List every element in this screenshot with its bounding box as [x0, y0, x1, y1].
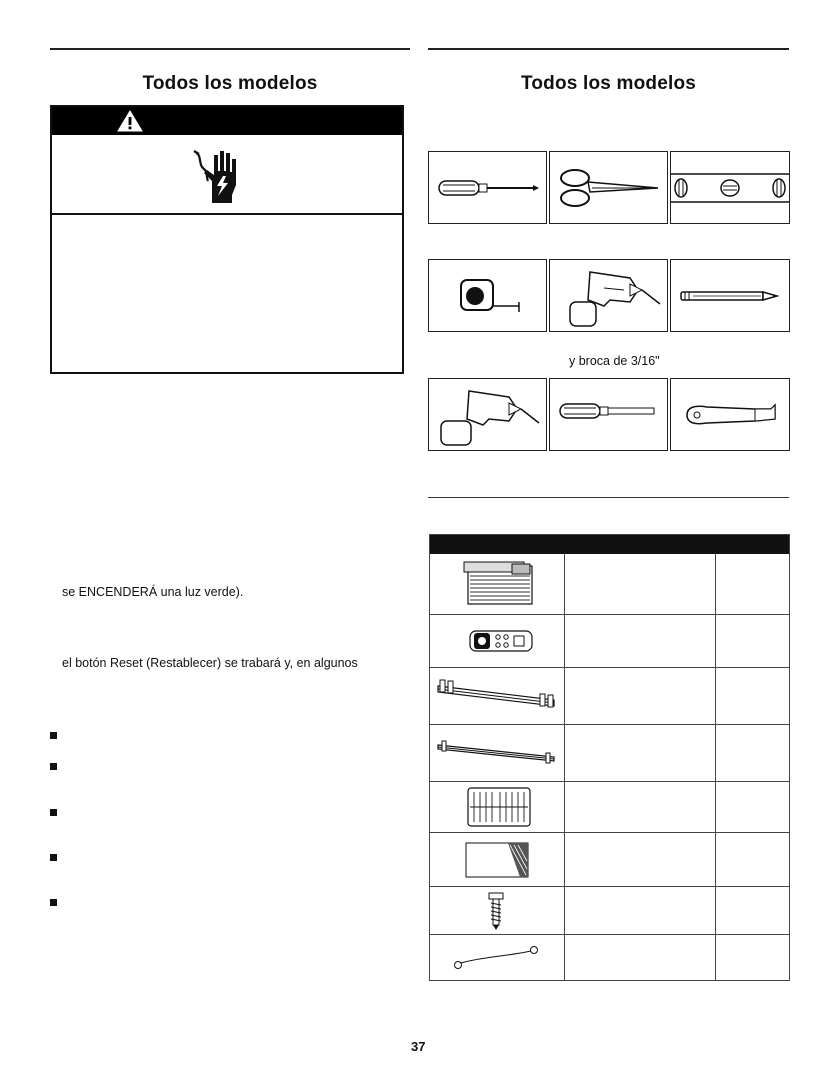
- cord-icon: [452, 945, 542, 971]
- left-line-1: se ENCENDERÁ una luz verde).: [62, 585, 244, 599]
- screwdriver-icon: [428, 151, 547, 224]
- left-top-rule: [50, 48, 410, 50]
- warning-header-bar: [52, 107, 402, 135]
- scissors-icon: [549, 151, 668, 224]
- level-icon: [670, 151, 790, 224]
- table-row: [430, 934, 789, 981]
- bullet-4: [50, 854, 57, 861]
- parts-table-header: [430, 535, 789, 554]
- parts-table: [429, 534, 790, 981]
- bullet-1: [50, 732, 57, 739]
- left-line-2: el botón Reset (Restablecer) se trabará y, en algunos: [62, 656, 358, 670]
- pencil-icon: [670, 259, 790, 332]
- electric-shock-hand-icon: [190, 145, 250, 207]
- drill-bit-note: y broca de 3/16": [569, 354, 660, 368]
- screw-icon: [486, 891, 506, 931]
- air-conditioner-icon: [460, 560, 540, 608]
- table-row: [430, 724, 789, 782]
- bullet-3: [50, 809, 57, 816]
- foam-seal-icon: [464, 839, 530, 881]
- bullet-5: [50, 899, 57, 906]
- bottom-channel-icon: [434, 739, 558, 769]
- right-top-rule: [428, 48, 789, 50]
- power-drill-icon: [428, 378, 547, 451]
- left-heading: Todos los modelos: [142, 73, 318, 94]
- top-channel-icon: [434, 678, 558, 712]
- table-row: [430, 667, 789, 725]
- warning-triangle-icon: [116, 109, 144, 133]
- phillips-screwdriver-icon: [549, 378, 668, 451]
- table-row: [430, 781, 789, 833]
- table-row: [430, 554, 789, 614]
- drill-icon: [549, 259, 668, 332]
- tape-measure-icon: [428, 259, 547, 332]
- table-row: [430, 832, 789, 887]
- right-mid-rule: [428, 497, 789, 498]
- table-row: [430, 886, 789, 935]
- table-row: [430, 614, 789, 668]
- remote-control-icon: [466, 627, 536, 655]
- utility-knife-icon: [670, 378, 790, 451]
- right-heading: Todos los modelos: [520, 73, 697, 94]
- bullet-2: [50, 763, 57, 770]
- page-number: 37: [411, 1039, 426, 1054]
- side-panel-icon: [466, 786, 532, 828]
- warning-divider: [52, 213, 402, 215]
- warning-box: [50, 105, 404, 374]
